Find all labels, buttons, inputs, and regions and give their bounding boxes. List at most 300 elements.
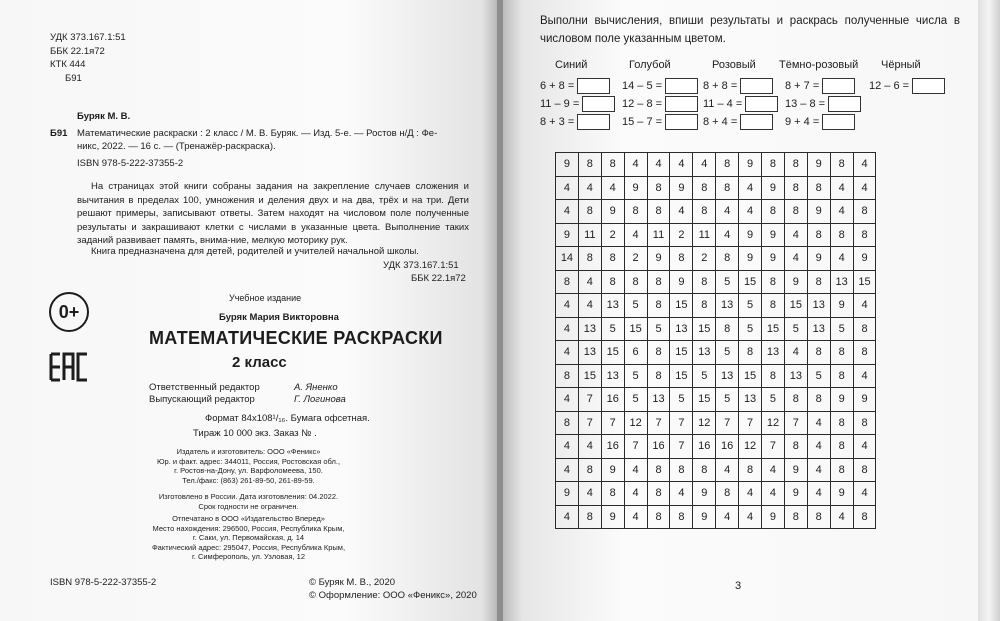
grid-cell[interactable]: 8 bbox=[578, 505, 601, 529]
grid-row bbox=[556, 458, 876, 482]
grid-cell[interactable]: 8 bbox=[830, 458, 853, 482]
grid-cell[interactable]: 8 bbox=[578, 153, 601, 177]
grid-cell[interactable]: 8 bbox=[853, 317, 876, 341]
grid-cell[interactable]: 12 bbox=[624, 411, 647, 435]
grid-cell[interactable]: 8 bbox=[556, 270, 579, 294]
grid-cell[interactable]: 9 bbox=[784, 270, 807, 294]
grid-cell[interactable]: 7 bbox=[716, 411, 739, 435]
grid-cell[interactable]: 4 bbox=[670, 153, 693, 177]
answer-box[interactable] bbox=[665, 114, 698, 130]
grid-cell[interactable]: 16 bbox=[601, 388, 624, 412]
grid-cell[interactable]: 7 bbox=[762, 435, 785, 459]
grid-cell[interactable]: 2 bbox=[670, 223, 693, 247]
grid-cell[interactable]: 8 bbox=[601, 482, 624, 506]
grid-cell[interactable]: 4 bbox=[624, 223, 647, 247]
answer-box[interactable] bbox=[822, 114, 855, 130]
page-number: 3 bbox=[735, 580, 742, 592]
grid-cell[interactable]: 9 bbox=[556, 153, 579, 177]
grid-cell[interactable]: 13 bbox=[716, 294, 739, 318]
grid-cell[interactable]: 7 bbox=[578, 411, 601, 435]
grid-cell[interactable]: 9 bbox=[807, 247, 830, 271]
b91-mark: Б91 bbox=[50, 128, 68, 139]
grid-cell[interactable]: 15 bbox=[762, 317, 785, 341]
grid-cell[interactable]: 4 bbox=[739, 482, 762, 506]
annotation: На страницах этой книги собраны задания на закрепление случаев сложения и вычитания в пределах 100, умножения и деления двух и на два, трёх и на три. Дети решают примеры, записывают ответы. Затем находят на числовом поле полученные результаты и закрашивают клетки с числами в указанные цвета. Выполнение таких заданий развивает память, внима-ние, мелкую моторику рук. bbox=[77, 181, 469, 246]
grid-cell[interactable]: 8 bbox=[807, 176, 830, 200]
grid-cell[interactable]: 8 bbox=[807, 270, 830, 294]
grid-cell[interactable]: 8 bbox=[578, 458, 601, 482]
isbn-top: ISBN 978-5-222-37355-2 bbox=[77, 158, 184, 169]
grid-cell[interactable]: 13 bbox=[693, 341, 716, 365]
grid-cell[interactable]: 7 bbox=[601, 411, 624, 435]
imprint-line: г. Симферополь, ул. Узловая, 12 bbox=[191, 552, 306, 561]
grid-cell[interactable]: 4 bbox=[716, 223, 739, 247]
grid-cell[interactable]: 9 bbox=[556, 223, 579, 247]
grid-cell[interactable]: 4 bbox=[739, 505, 762, 529]
grid-cell[interactable]: 8 bbox=[739, 458, 762, 482]
grid-cell[interactable]: 9 bbox=[784, 482, 807, 506]
grid-cell[interactable]: 8 bbox=[784, 153, 807, 177]
imprint-line: Фактический адрес: 295047, Россия, Республика Крым, bbox=[151, 542, 346, 552]
grid-cell[interactable]: 8 bbox=[830, 341, 853, 365]
grid-cell[interactable]: 8 bbox=[807, 341, 830, 365]
grid-cell[interactable]: 5 bbox=[624, 388, 647, 412]
grid-cell[interactable]: 4 bbox=[556, 388, 579, 412]
grid-cell[interactable]: 4 bbox=[762, 458, 785, 482]
grid-cell[interactable]: 8 bbox=[853, 200, 876, 224]
grid-cell[interactable]: 9 bbox=[693, 482, 716, 506]
grid-cell[interactable]: 8 bbox=[762, 294, 785, 318]
grid-cell[interactable]: 8 bbox=[830, 153, 853, 177]
grid-cell[interactable]: 9 bbox=[830, 388, 853, 412]
grid-cell[interactable]: 4 bbox=[853, 364, 876, 388]
grid-cell[interactable]: 15 bbox=[578, 364, 601, 388]
grid-cell[interactable]: 5 bbox=[716, 341, 739, 365]
grid-row bbox=[556, 341, 876, 365]
grid-cell[interactable]: 7 bbox=[624, 435, 647, 459]
grid-cell[interactable]: 8 bbox=[647, 294, 670, 318]
grid-cell[interactable]: 5 bbox=[807, 364, 830, 388]
grid-cell[interactable]: 4 bbox=[739, 176, 762, 200]
grid-cell[interactable]: 4 bbox=[556, 505, 579, 529]
copyright-design: © Оформление: ООО «Феникс», 2020 bbox=[309, 590, 477, 601]
editor-name-1: А. Яненко bbox=[294, 382, 338, 393]
grid-cell[interactable]: 4 bbox=[716, 505, 739, 529]
imprint-line: г. Ростов-на-Дону, ул. Варфоломеева, 150. bbox=[174, 466, 323, 475]
grid-cell[interactable]: 8 bbox=[807, 388, 830, 412]
answer-box[interactable] bbox=[665, 96, 698, 112]
answer-box[interactable] bbox=[740, 78, 773, 94]
grid-cell[interactable]: 4 bbox=[556, 458, 579, 482]
grid-cell[interactable]: 7 bbox=[670, 411, 693, 435]
grid-cell[interactable]: 8 bbox=[624, 270, 647, 294]
grid-cell[interactable]: 9 bbox=[762, 505, 785, 529]
grid-cell[interactable]: 9 bbox=[739, 223, 762, 247]
grid-cell[interactable]: 15 bbox=[739, 364, 762, 388]
grid-cell[interactable]: 8 bbox=[647, 505, 670, 529]
grid-row bbox=[556, 153, 876, 177]
grid-cell[interactable]: 9 bbox=[853, 388, 876, 412]
grid-cell[interactable]: 5 bbox=[670, 388, 693, 412]
grid-cell[interactable]: 5 bbox=[693, 364, 716, 388]
grid-cell[interactable]: 8 bbox=[784, 176, 807, 200]
grid-cell[interactable]: 8 bbox=[807, 223, 830, 247]
example-row bbox=[540, 114, 610, 130]
example-expression: 6 + 8 = bbox=[540, 80, 575, 92]
grid-cell[interactable]: 9 bbox=[807, 200, 830, 224]
grid-row bbox=[556, 435, 876, 459]
grid-cell[interactable]: 13 bbox=[716, 364, 739, 388]
grid-cell[interactable]: 8 bbox=[762, 364, 785, 388]
answer-box[interactable] bbox=[828, 96, 861, 112]
example-expression: 13 – 8 = bbox=[785, 98, 826, 110]
grid-cell[interactable]: 9 bbox=[601, 505, 624, 529]
grid-cell[interactable]: 15 bbox=[670, 364, 693, 388]
answer-box[interactable] bbox=[745, 96, 778, 112]
grid-cell[interactable]: 12 bbox=[739, 435, 762, 459]
answer-box[interactable] bbox=[582, 96, 615, 112]
color-label: Чёрный bbox=[881, 59, 921, 71]
grid-cell[interactable]: 8 bbox=[739, 341, 762, 365]
grid-cell[interactable]: 8 bbox=[830, 411, 853, 435]
grid-cell[interactable]: 8 bbox=[853, 458, 876, 482]
grid-cell[interactable]: 8 bbox=[853, 505, 876, 529]
example-row bbox=[785, 78, 855, 94]
grid-cell[interactable]: 9 bbox=[601, 200, 624, 224]
grid-cell[interactable]: 7 bbox=[578, 388, 601, 412]
grid-cell[interactable]: 15 bbox=[601, 341, 624, 365]
grid-cell[interactable]: 4 bbox=[716, 200, 739, 224]
grid-cell[interactable]: 4 bbox=[693, 153, 716, 177]
grid-cell[interactable]: 4 bbox=[647, 153, 670, 177]
grid-cell[interactable]: 4 bbox=[853, 482, 876, 506]
example-expression: 15 – 7 = bbox=[622, 116, 663, 128]
grid-cell[interactable]: 11 bbox=[647, 223, 670, 247]
page-edge bbox=[978, 0, 1000, 621]
grid-cell[interactable]: 8 bbox=[716, 153, 739, 177]
answer-box[interactable] bbox=[665, 78, 698, 94]
grid-cell[interactable]: 9 bbox=[762, 176, 785, 200]
grid-cell[interactable]: 15 bbox=[784, 294, 807, 318]
grid-cell[interactable]: 8 bbox=[693, 294, 716, 318]
grid-cell[interactable]: 7 bbox=[784, 411, 807, 435]
left-page bbox=[0, 0, 497, 621]
annotation-audience: Книга предназначена для детей, родителей и учителей начальной школы. bbox=[91, 246, 419, 257]
grid-cell[interactable]: 15 bbox=[693, 388, 716, 412]
grid-cell[interactable]: 5 bbox=[762, 388, 785, 412]
print-run: Тираж 10 000 экз. Заказ № . bbox=[193, 428, 317, 439]
grid-cell[interactable]: 8 bbox=[670, 247, 693, 271]
grid-cell[interactable]: 8 bbox=[762, 153, 785, 177]
grid-cell[interactable]: 13 bbox=[578, 317, 601, 341]
grid-cell[interactable]: 4 bbox=[601, 176, 624, 200]
grid-cell[interactable]: 13 bbox=[807, 317, 830, 341]
grid-cell[interactable]: 9 bbox=[807, 153, 830, 177]
grid-cell[interactable]: 7 bbox=[647, 411, 670, 435]
grid-cell[interactable]: 8 bbox=[578, 247, 601, 271]
grid-cell[interactable]: 9 bbox=[784, 458, 807, 482]
grid-cell[interactable]: 4 bbox=[624, 153, 647, 177]
imprint-line: Тел./факс: (863) 261-89-50, 261-89-59. bbox=[182, 475, 315, 485]
grid-cell[interactable]: 4 bbox=[853, 176, 876, 200]
grid-cell[interactable]: 16 bbox=[647, 435, 670, 459]
grid-cell[interactable]: 8 bbox=[647, 341, 670, 365]
grid-cell[interactable]: 8 bbox=[624, 200, 647, 224]
grid-cell[interactable]: 8 bbox=[830, 435, 853, 459]
grid-cell[interactable]: 13 bbox=[762, 341, 785, 365]
grid-cell[interactable]: 13 bbox=[601, 364, 624, 388]
grid-cell[interactable]: 4 bbox=[807, 435, 830, 459]
answer-box[interactable] bbox=[822, 78, 855, 94]
grid-cell[interactable]: 4 bbox=[556, 200, 579, 224]
grid-cell[interactable]: 4 bbox=[784, 341, 807, 365]
grid-cell[interactable]: 5 bbox=[624, 364, 647, 388]
grid-cell[interactable]: 7 bbox=[739, 411, 762, 435]
grid-cell[interactable]: 8 bbox=[784, 388, 807, 412]
grid-cell[interactable]: 15 bbox=[853, 270, 876, 294]
grid-cell[interactable]: 8 bbox=[647, 176, 670, 200]
grid-cell[interactable]: 4 bbox=[853, 435, 876, 459]
imprint-line: Место нахождения: 296500, Россия, Республика Крым, bbox=[152, 523, 345, 533]
grid-cell[interactable]: 8 bbox=[853, 223, 876, 247]
grid-cell[interactable]: 4 bbox=[578, 270, 601, 294]
grid-cell[interactable]: 5 bbox=[624, 294, 647, 318]
grid-cell[interactable]: 8 bbox=[647, 270, 670, 294]
grid-cell[interactable]: 4 bbox=[556, 435, 579, 459]
grid-cell[interactable]: 4 bbox=[762, 482, 785, 506]
grid-cell[interactable]: 8 bbox=[716, 247, 739, 271]
grid-cell[interactable]: 4 bbox=[853, 153, 876, 177]
grid-row bbox=[556, 317, 876, 341]
grid-cell[interactable]: 4 bbox=[784, 223, 807, 247]
grid-cell[interactable]: 5 bbox=[716, 388, 739, 412]
grid-cell[interactable]: 5 bbox=[830, 317, 853, 341]
grid-cell[interactable]: 4 bbox=[807, 458, 830, 482]
grid-cell[interactable]: 8 bbox=[762, 200, 785, 224]
grid-cell[interactable]: 4 bbox=[853, 294, 876, 318]
grid-cell[interactable]: 2 bbox=[601, 223, 624, 247]
grid-cell[interactable]: 8 bbox=[716, 176, 739, 200]
grid-cell[interactable]: 5 bbox=[601, 317, 624, 341]
grid-cell[interactable]: 8 bbox=[578, 200, 601, 224]
grid-cell[interactable]: 13 bbox=[784, 364, 807, 388]
grid-cell[interactable]: 15 bbox=[739, 270, 762, 294]
grid-cell[interactable]: 4 bbox=[556, 294, 579, 318]
grid-cell[interactable]: 8 bbox=[693, 458, 716, 482]
grid-cell[interactable]: 8 bbox=[693, 176, 716, 200]
answer-box[interactable] bbox=[577, 78, 610, 94]
grid-cell[interactable]: 4 bbox=[739, 200, 762, 224]
grid-cell[interactable]: 4 bbox=[624, 458, 647, 482]
example-row bbox=[622, 114, 698, 130]
grid-cell[interactable]: 4 bbox=[624, 505, 647, 529]
grid-cell[interactable]: 9 bbox=[647, 247, 670, 271]
editor-name-2: Г. Логинова bbox=[294, 394, 346, 405]
answer-box[interactable] bbox=[577, 114, 610, 130]
example-row bbox=[869, 78, 945, 94]
author-full: Буряк Мария Викторовна bbox=[219, 312, 339, 323]
grid-cell[interactable]: 9 bbox=[762, 223, 785, 247]
example-row bbox=[703, 96, 778, 112]
grid-cell[interactable]: 4 bbox=[830, 505, 853, 529]
grid-cell[interactable]: 8 bbox=[647, 482, 670, 506]
grid-cell[interactable]: 8 bbox=[784, 505, 807, 529]
grid-cell[interactable]: 8 bbox=[830, 364, 853, 388]
grid-cell[interactable]: 9 bbox=[762, 247, 785, 271]
grid-cell[interactable]: 8 bbox=[647, 458, 670, 482]
imprint-line: Срок годности не ограничен. bbox=[198, 501, 299, 511]
grid-cell[interactable]: 12 bbox=[762, 411, 785, 435]
grid-cell[interactable]: 9 bbox=[601, 458, 624, 482]
grid-cell[interactable]: 8 bbox=[556, 411, 579, 435]
example-row bbox=[622, 78, 698, 94]
example-expression: 14 – 5 = bbox=[622, 80, 663, 92]
example-expression: 8 + 4 = bbox=[703, 116, 738, 128]
grid-cell[interactable]: 8 bbox=[716, 317, 739, 341]
grid-row bbox=[556, 388, 876, 412]
grid-cell[interactable]: 4 bbox=[578, 176, 601, 200]
grid-cell[interactable]: 8 bbox=[716, 482, 739, 506]
grid-cell[interactable]: 13 bbox=[578, 341, 601, 365]
grid-row bbox=[556, 411, 876, 435]
grid-cell[interactable]: 8 bbox=[647, 200, 670, 224]
grid-cell[interactable]: 9 bbox=[739, 153, 762, 177]
grid-cell[interactable]: 6 bbox=[624, 341, 647, 365]
grid-cell[interactable]: 4 bbox=[807, 482, 830, 506]
grid-cell[interactable]: 2 bbox=[624, 247, 647, 271]
grid-cell[interactable]: 9 bbox=[853, 247, 876, 271]
imprint-line: Юр. и факт. адрес: 344011, Россия, Ростовская обл., bbox=[156, 456, 341, 466]
grid-cell[interactable]: 15 bbox=[670, 294, 693, 318]
imprint-line: Отпечатано в ООО «Издательство Вперед» bbox=[172, 514, 325, 523]
grid-row bbox=[556, 176, 876, 200]
grid-cell[interactable]: 8 bbox=[762, 270, 785, 294]
grid-cell[interactable]: 9 bbox=[830, 482, 853, 506]
grid-cell[interactable]: 9 bbox=[670, 176, 693, 200]
grid-cell[interactable]: 4 bbox=[556, 176, 579, 200]
answer-box[interactable] bbox=[912, 78, 945, 94]
grid-cell[interactable]: 16 bbox=[693, 435, 716, 459]
grid-cell[interactable]: 16 bbox=[716, 435, 739, 459]
grid-cell[interactable]: 9 bbox=[693, 505, 716, 529]
grid-cell[interactable]: 4 bbox=[670, 482, 693, 506]
grid-cell[interactable]: 13 bbox=[739, 388, 762, 412]
grid-cell[interactable]: 4 bbox=[830, 200, 853, 224]
grid-row bbox=[556, 247, 876, 271]
grid-cell[interactable]: 14 bbox=[556, 247, 579, 271]
grid-cell[interactable]: 8 bbox=[693, 200, 716, 224]
grid-cell[interactable]: 8 bbox=[556, 364, 579, 388]
editor-role-2: Выпускающий редактор bbox=[149, 394, 255, 405]
grid-cell[interactable]: 12 bbox=[693, 411, 716, 435]
example-expression: 11 – 4 = bbox=[703, 98, 743, 110]
imprint-line: Изготовлено в России. Дата изготовления: 04.2022. bbox=[158, 492, 339, 501]
grid-cell[interactable]: 16 bbox=[601, 435, 624, 459]
grid-cell[interactable]: 15 bbox=[693, 317, 716, 341]
grid-cell[interactable]: 4 bbox=[578, 435, 601, 459]
grid-cell[interactable]: 13 bbox=[830, 270, 853, 294]
example-row bbox=[703, 114, 773, 130]
right-page bbox=[503, 0, 978, 621]
grid-cell[interactable]: 15 bbox=[624, 317, 647, 341]
grid-cell[interactable]: 8 bbox=[784, 435, 807, 459]
grid-row bbox=[556, 482, 876, 506]
grid-cell[interactable]: 7 bbox=[670, 435, 693, 459]
grid-cell[interactable]: 5 bbox=[739, 294, 762, 318]
color-label: Голубой bbox=[629, 59, 671, 71]
grid-cell[interactable]: 4 bbox=[830, 247, 853, 271]
grid-cell[interactable]: 4 bbox=[578, 482, 601, 506]
grid-cell[interactable]: 11 bbox=[693, 223, 716, 247]
grid-cell[interactable]: 13 bbox=[807, 294, 830, 318]
grid-cell[interactable]: 8 bbox=[601, 247, 624, 271]
color-label: Синий bbox=[555, 59, 588, 71]
grid-cell[interactable]: 5 bbox=[647, 317, 670, 341]
example-row bbox=[785, 114, 855, 130]
grid-cell[interactable]: 9 bbox=[670, 270, 693, 294]
grid-cell[interactable]: 13 bbox=[647, 388, 670, 412]
example-expression: 8 + 3 = bbox=[540, 116, 575, 128]
grid-cell[interactable]: 4 bbox=[670, 200, 693, 224]
grid-cell[interactable]: 4 bbox=[716, 458, 739, 482]
grid-row bbox=[556, 364, 876, 388]
grid-cell[interactable]: 8 bbox=[853, 341, 876, 365]
grid-row bbox=[556, 223, 876, 247]
example-row bbox=[540, 78, 610, 94]
biblio-line-2: никс, 2022. — 16 с. — (Тренажёр-раскраска). bbox=[77, 141, 276, 152]
grid-cell[interactable]: 5 bbox=[716, 270, 739, 294]
answer-box[interactable] bbox=[740, 114, 773, 130]
grid-cell[interactable]: 8 bbox=[807, 505, 830, 529]
grid-cell[interactable]: 2 bbox=[693, 247, 716, 271]
classification-code: ББК 22.1я72 bbox=[50, 45, 105, 57]
grid-cell[interactable]: 8 bbox=[601, 153, 624, 177]
grid-cell[interactable]: 4 bbox=[624, 482, 647, 506]
grid-cell[interactable]: 4 bbox=[784, 247, 807, 271]
grid-cell[interactable]: 8 bbox=[670, 458, 693, 482]
grid-cell[interactable]: 8 bbox=[647, 364, 670, 388]
grid-cell[interactable]: 9 bbox=[556, 482, 579, 506]
grid-cell[interactable]: 8 bbox=[830, 223, 853, 247]
grid-cell[interactable]: 4 bbox=[556, 341, 579, 365]
grade: 2 класс bbox=[232, 354, 287, 371]
grid-cell[interactable]: 15 bbox=[670, 341, 693, 365]
grid-cell[interactable]: 8 bbox=[601, 270, 624, 294]
grid-cell[interactable]: 5 bbox=[784, 317, 807, 341]
format-line: Формат 84x108¹/₁₆. Бумага офсетная. bbox=[205, 413, 370, 424]
grid-cell[interactable]: 9 bbox=[830, 294, 853, 318]
grid-cell[interactable]: 8 bbox=[670, 505, 693, 529]
grid-cell[interactable]: 4 bbox=[578, 294, 601, 318]
grid-cell[interactable]: 8 bbox=[784, 200, 807, 224]
grid-cell[interactable]: 13 bbox=[601, 294, 624, 318]
editor-role-1: Ответственный редактор bbox=[149, 382, 260, 393]
grid-cell[interactable]: 9 bbox=[624, 176, 647, 200]
grid-cell[interactable]: 5 bbox=[739, 317, 762, 341]
grid-cell[interactable]: 8 bbox=[853, 411, 876, 435]
grid-cell[interactable]: 9 bbox=[739, 247, 762, 271]
example-expression: 12 – 8 = bbox=[622, 98, 663, 110]
grid-cell[interactable]: 8 bbox=[693, 270, 716, 294]
example-row bbox=[785, 96, 861, 112]
author-heading: Буряк М. В. bbox=[77, 111, 131, 122]
grid-cell[interactable]: 13 bbox=[670, 317, 693, 341]
grid-row bbox=[556, 200, 876, 224]
grid-cell[interactable]: 4 bbox=[556, 317, 579, 341]
grid-cell[interactable]: 11 bbox=[578, 223, 601, 247]
grid-cell[interactable]: 4 bbox=[830, 176, 853, 200]
grid-cell[interactable]: 4 bbox=[807, 411, 830, 435]
